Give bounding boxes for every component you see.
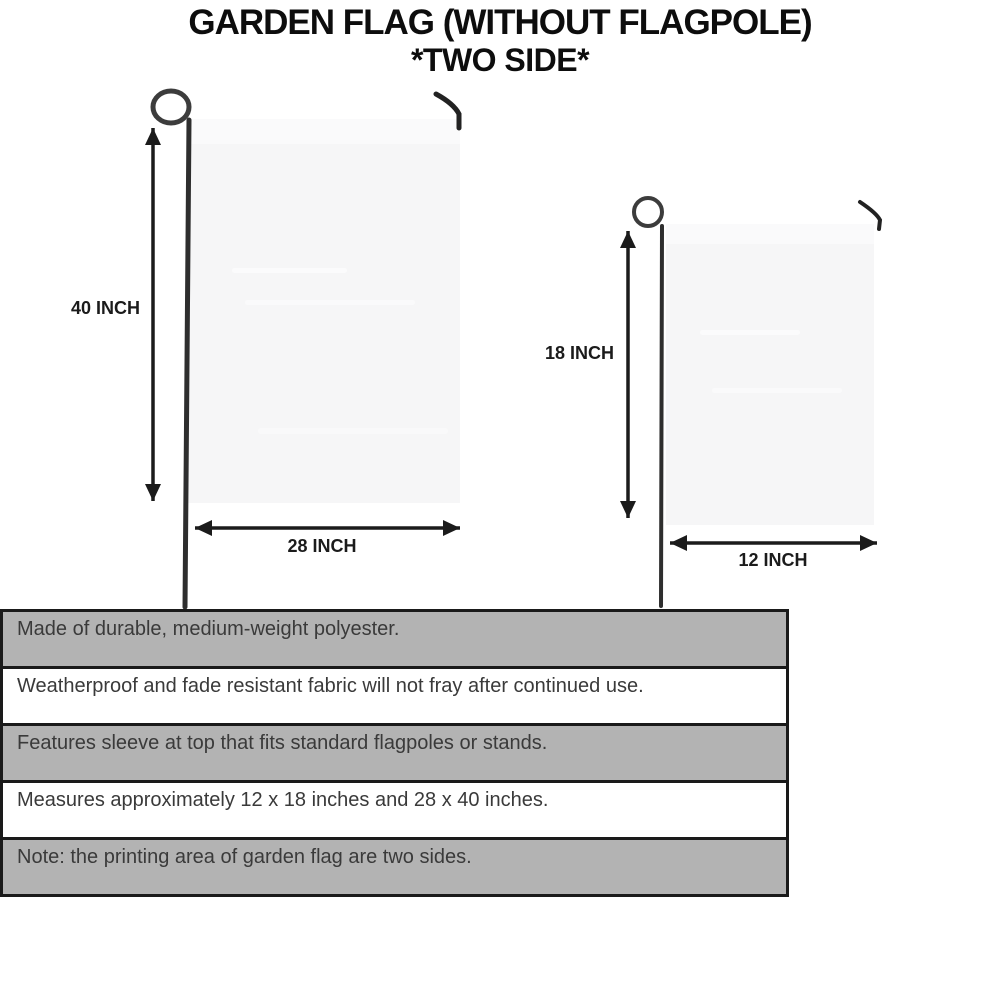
flagpole <box>185 120 189 607</box>
feature-row: Weatherproof and fade resistant fabric will not fray after continued use. <box>3 669 786 726</box>
flag-fold-mark <box>258 428 448 434</box>
flagpole-loop <box>634 198 662 226</box>
page-title: GARDEN FLAG (WITHOUT FLAGPOLE) <box>188 3 812 42</box>
large-flag-diagram <box>153 91 460 607</box>
small-flag-width-label: 12 INCH <box>738 550 808 570</box>
flag-fold-mark <box>700 330 800 335</box>
feature-row: Note: the printing area of garden flag are two sides. <box>3 840 786 894</box>
flag-fold-mark <box>712 388 842 393</box>
feature-row: Features sleeve at top that fits standard flagpoles or stands. <box>3 726 786 783</box>
small-flag-height-label: 18 INCH <box>544 343 614 363</box>
feature-row: Measures approximately 12 x 18 inches and 28 x 40 inches. <box>3 783 786 840</box>
features-table <box>0 609 789 897</box>
large-flag-width-label: 28 INCH <box>287 536 357 556</box>
feature-row: Made of durable, medium-weight polyester. <box>3 612 786 669</box>
flag-fold-mark <box>232 268 347 273</box>
large-flag-height-label: 40 INCH <box>70 298 140 318</box>
small-flag-diagram <box>628 198 880 606</box>
flag-fold-mark <box>245 300 415 305</box>
flagpole <box>661 226 662 606</box>
flag-sleeve <box>188 119 460 144</box>
flag-panel <box>188 119 460 503</box>
flag-sleeve <box>666 224 874 244</box>
flagpole-loop <box>153 91 189 123</box>
page-subtitle: *TWO SIDE* <box>410 42 590 78</box>
flag-panel <box>666 224 874 525</box>
